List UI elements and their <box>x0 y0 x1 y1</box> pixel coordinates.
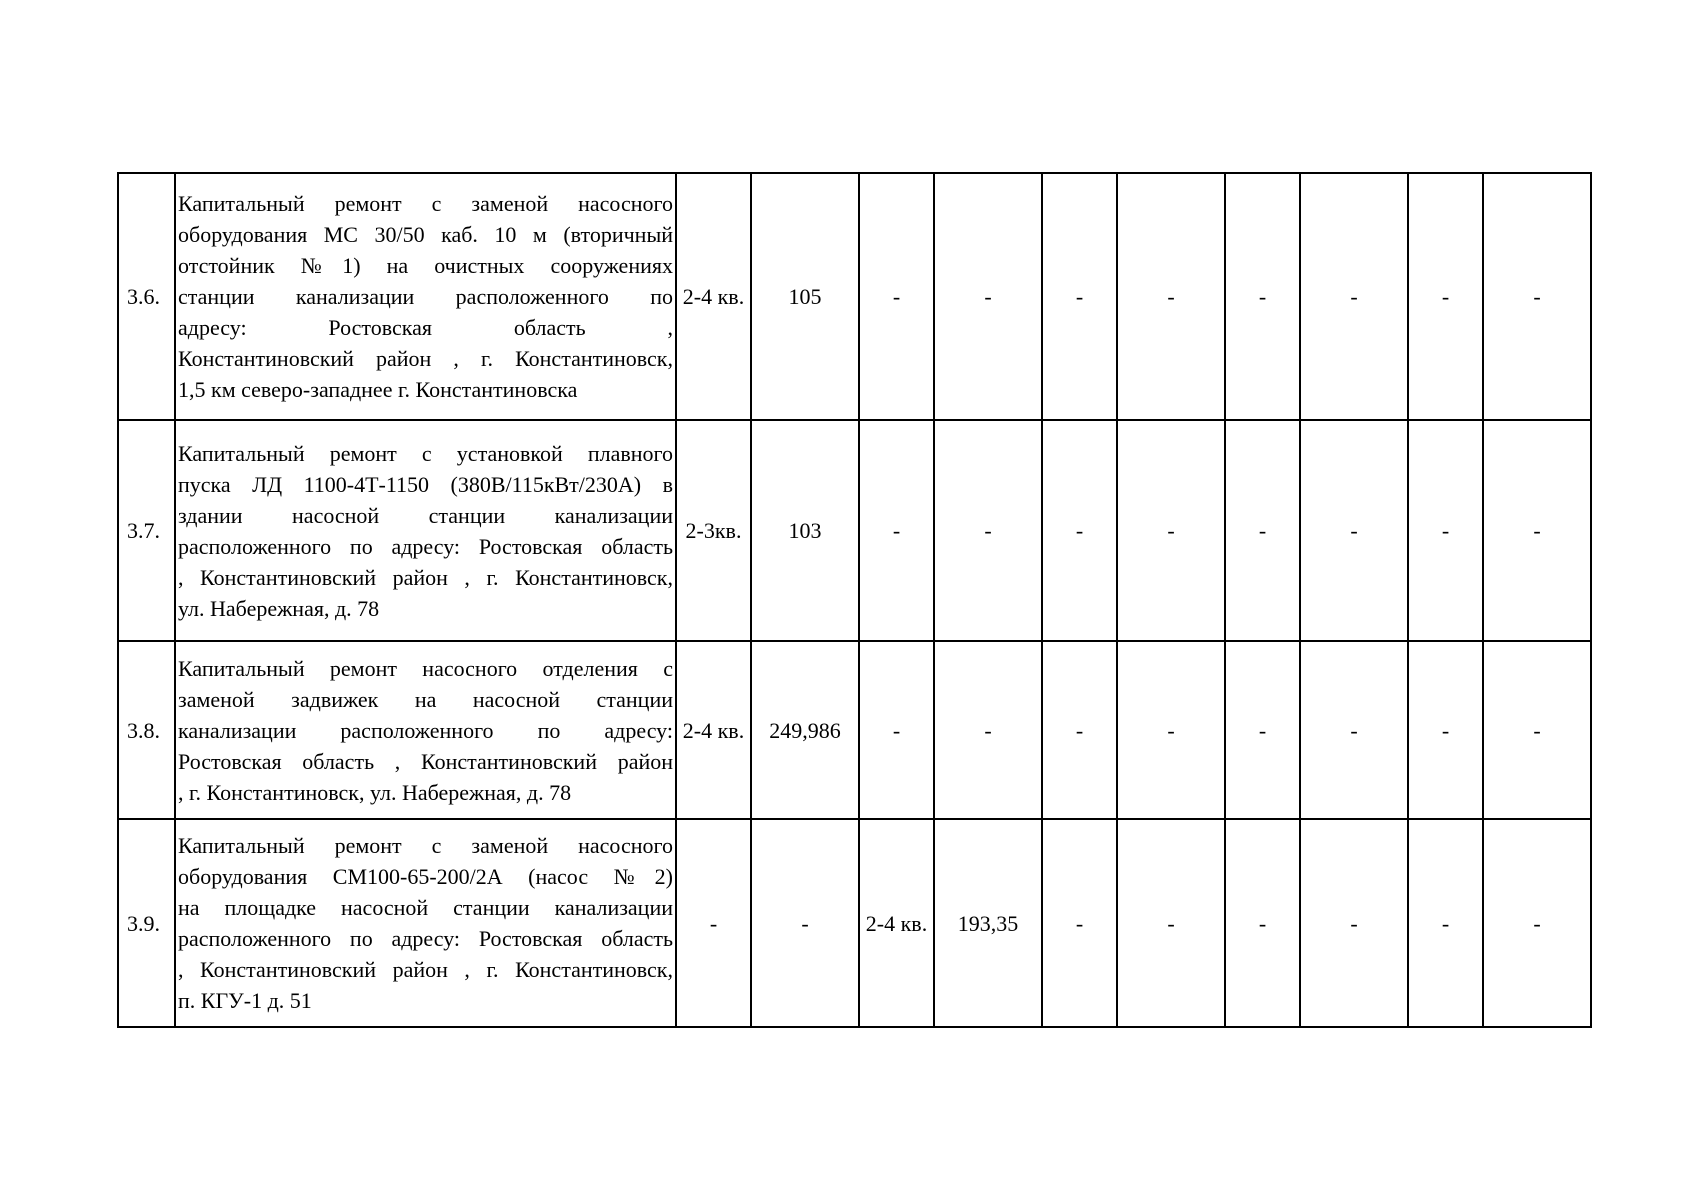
period-3-cell: - <box>1042 420 1117 641</box>
amount-2-cell: - <box>934 420 1042 641</box>
description-line: здании насосной станции канализации <box>178 502 673 528</box>
description-line: расположенного по адресу: Ростовская область <box>178 533 673 559</box>
row-number-cell: 3.9. <box>118 819 175 1027</box>
work-description-cell <box>175 641 676 819</box>
description-line: Капитальный ремонт с установкой плавного <box>178 440 673 466</box>
period-3-cell: - <box>1042 641 1117 819</box>
period-5-cell: - <box>1408 173 1483 420</box>
period-5-cell: - <box>1408 420 1483 641</box>
works-table <box>117 172 1592 1028</box>
description-line: расположенного по адресу: Ростовская область <box>178 926 673 951</box>
amount-3-cell: - <box>1117 173 1225 420</box>
description-line: Капитальный ремонт насосного отделения с <box>178 655 673 681</box>
amount-2-cell: 193,35 <box>934 819 1042 1027</box>
description-line: , Константиновский район , г. Константиновск, <box>178 957 673 982</box>
row-number-cell: 3.7. <box>118 420 175 641</box>
table-row <box>118 420 1591 641</box>
table-row <box>118 173 1591 420</box>
description-line: адресу: Ростовская область , <box>178 315 673 340</box>
period-4-cell: - <box>1225 641 1300 819</box>
amount-2-cell: - <box>934 641 1042 819</box>
amount-4-cell: - <box>1300 819 1408 1027</box>
period-1-cell: 2-4 кв. <box>676 641 751 819</box>
amount-4-cell: - <box>1300 641 1408 819</box>
period-1-cell: - <box>676 819 751 1027</box>
amount-3-cell: - <box>1117 641 1225 819</box>
description-last-line: ул. Набережная, д. 78 <box>178 595 380 621</box>
description-line: станции канализации расположенного по <box>178 284 673 309</box>
period-5-cell: - <box>1408 641 1483 819</box>
work-description-cell <box>175 173 676 420</box>
period-2-cell: - <box>859 641 934 819</box>
description-line: на площадке насосной станции канализации <box>178 895 673 920</box>
amount-1-cell: 103 <box>751 420 859 641</box>
work-description-cell <box>175 420 676 641</box>
period-4-cell: - <box>1225 819 1300 1027</box>
table-row <box>118 641 1591 819</box>
amount-5-cell: - <box>1483 641 1591 819</box>
period-1-cell: 2-3кв. <box>676 420 751 641</box>
description-line: Константиновский район , г. Константиновск, <box>178 346 673 371</box>
amount-1-cell: 105 <box>751 173 859 420</box>
description-line: оборудования СМ100-65-200/2А (насос №2) <box>178 864 673 889</box>
description-line: оборудования МС 30/50 каб. 10 м (вторичный <box>178 222 673 247</box>
description-line: канализации расположенного по адресу: <box>178 717 673 743</box>
table-row <box>118 819 1591 1027</box>
period-3-cell: - <box>1042 173 1117 420</box>
period-4-cell: - <box>1225 173 1300 420</box>
period-5-cell: - <box>1408 819 1483 1027</box>
amount-2-cell: - <box>934 173 1042 420</box>
amount-3-cell: - <box>1117 420 1225 641</box>
description-line: отстойник №1) на очистных сооружениях <box>178 253 673 278</box>
description-last-line: 1,5 км северо-западнее г. Константиновска <box>178 377 578 402</box>
amount-4-cell: - <box>1300 420 1408 641</box>
period-2-cell: 2-4 кв. <box>859 819 934 1027</box>
period-2-cell: - <box>859 420 934 641</box>
amount-4-cell: - <box>1300 173 1408 420</box>
description-last-line: , г. Константиновск, ул. Набережная, д. 78 <box>178 779 572 805</box>
period-4-cell: - <box>1225 420 1300 641</box>
period-1-cell: 2-4 кв. <box>676 173 751 420</box>
description-last-line: п. КГУ-1 д. 51 <box>178 988 312 1013</box>
amount-5-cell: - <box>1483 819 1591 1027</box>
table-body <box>118 173 1591 1027</box>
row-number-cell: 3.8. <box>118 641 175 819</box>
description-line: Ростовская область , Константиновский район <box>178 748 673 774</box>
work-description-cell <box>175 819 676 1027</box>
description-line: , Константиновский район , г. Константиновск, <box>178 564 673 590</box>
description-line: Капитальный ремонт с заменой насосного <box>178 833 673 858</box>
period-3-cell: - <box>1042 819 1117 1027</box>
amount-5-cell: - <box>1483 420 1591 641</box>
description-line: Капитальный ремонт с заменой насосного <box>178 191 673 216</box>
row-number-cell: 3.6. <box>118 173 175 420</box>
period-2-cell: - <box>859 173 934 420</box>
description-line: пуска ЛД 1100-4Т-1150 (380В/115кВт/230А) в <box>178 471 673 497</box>
amount-1-cell: 249,986 <box>751 641 859 819</box>
description-line: заменой задвижек на насосной станции <box>178 686 673 712</box>
amount-3-cell: - <box>1117 819 1225 1027</box>
amount-1-cell: - <box>751 819 859 1027</box>
amount-5-cell: - <box>1483 173 1591 420</box>
